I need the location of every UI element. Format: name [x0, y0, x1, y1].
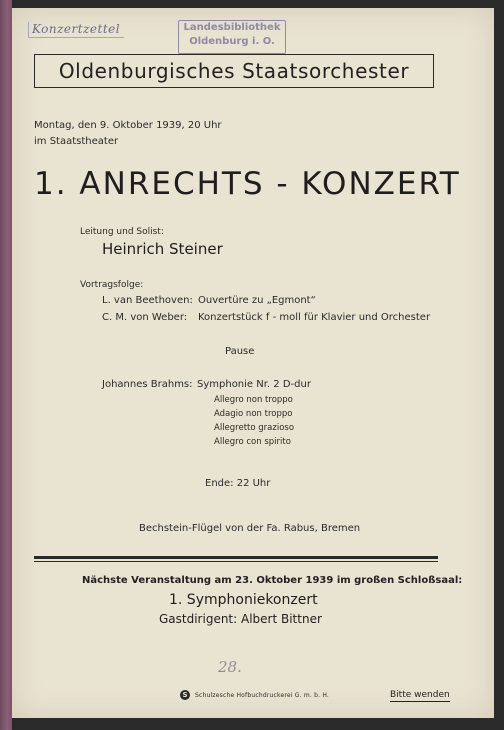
- program-label: Vortragsfolge:: [80, 280, 144, 290]
- composer-3: Johannes Brahms:: [102, 379, 193, 390]
- orchestra-header: [34, 54, 434, 88]
- leadership-label: Leitung und Solist:: [80, 227, 164, 237]
- piano-note: Bechstein-Flügel von der Fa. Rabus, Bremen: [139, 523, 361, 534]
- printer-name: Schulzesche Hofbuchdruckerei G. m. b. H.: [195, 691, 330, 699]
- next-event-announcement: Nächste Veranstaltung am 23. Oktober 1939 im großen Schloßsaal:: [82, 575, 463, 586]
- turn-page-note: Bitte wenden: [390, 690, 450, 700]
- divider-thick: [34, 556, 438, 559]
- printer-logo-icon: S: [180, 690, 190, 700]
- composer-1: L. van Beethoven:: [102, 295, 193, 306]
- program-page: [12, 8, 494, 718]
- handwritten-label: Konzertzettel: [28, 22, 124, 38]
- date-line: Montag, den 9. Oktober 1939, 20 Uhr: [34, 120, 222, 131]
- printer-imprint: [180, 690, 329, 700]
- movement-4: Allegro con spirito: [214, 437, 291, 447]
- conductor-name: Heinrich Steiner: [102, 240, 223, 258]
- concert-title: 1. ANRECHTS - KONZERT: [34, 166, 461, 202]
- orchestra-name: Oldenburgisches Staatsorchester: [58, 59, 410, 83]
- composer-2: C. M. von Weber:: [102, 312, 188, 323]
- end-time: Ende: 22 Uhr: [205, 478, 271, 489]
- next-event-title: 1. Symphoniekonzert: [169, 592, 318, 608]
- binding-spine: [0, 0, 12, 730]
- stamp-line-1: Landesbibliothek: [183, 22, 281, 33]
- intermission: Pause: [225, 346, 255, 357]
- work-2: Konzertstück f - moll für Klavier und Orchester: [198, 312, 431, 323]
- stamp-line-2: Oldenburg i. O.: [189, 36, 275, 47]
- movement-3: Allegretto grazioso: [214, 423, 295, 433]
- venue-line: im Staatstheater: [34, 136, 119, 147]
- next-event-conductor: Gastdirigent: Albert Bittner: [159, 612, 322, 626]
- movement-1: Allegro non troppo: [214, 395, 293, 405]
- pencil-number: 28.: [218, 658, 242, 676]
- divider-thin: [34, 561, 438, 562]
- movement-2: Adagio non troppo: [214, 409, 293, 419]
- work-1: Ouvertüre zu „Egmont“: [198, 295, 316, 306]
- library-stamp: [178, 20, 286, 54]
- work-3: Symphonie Nr. 2 D-dur: [197, 379, 311, 390]
